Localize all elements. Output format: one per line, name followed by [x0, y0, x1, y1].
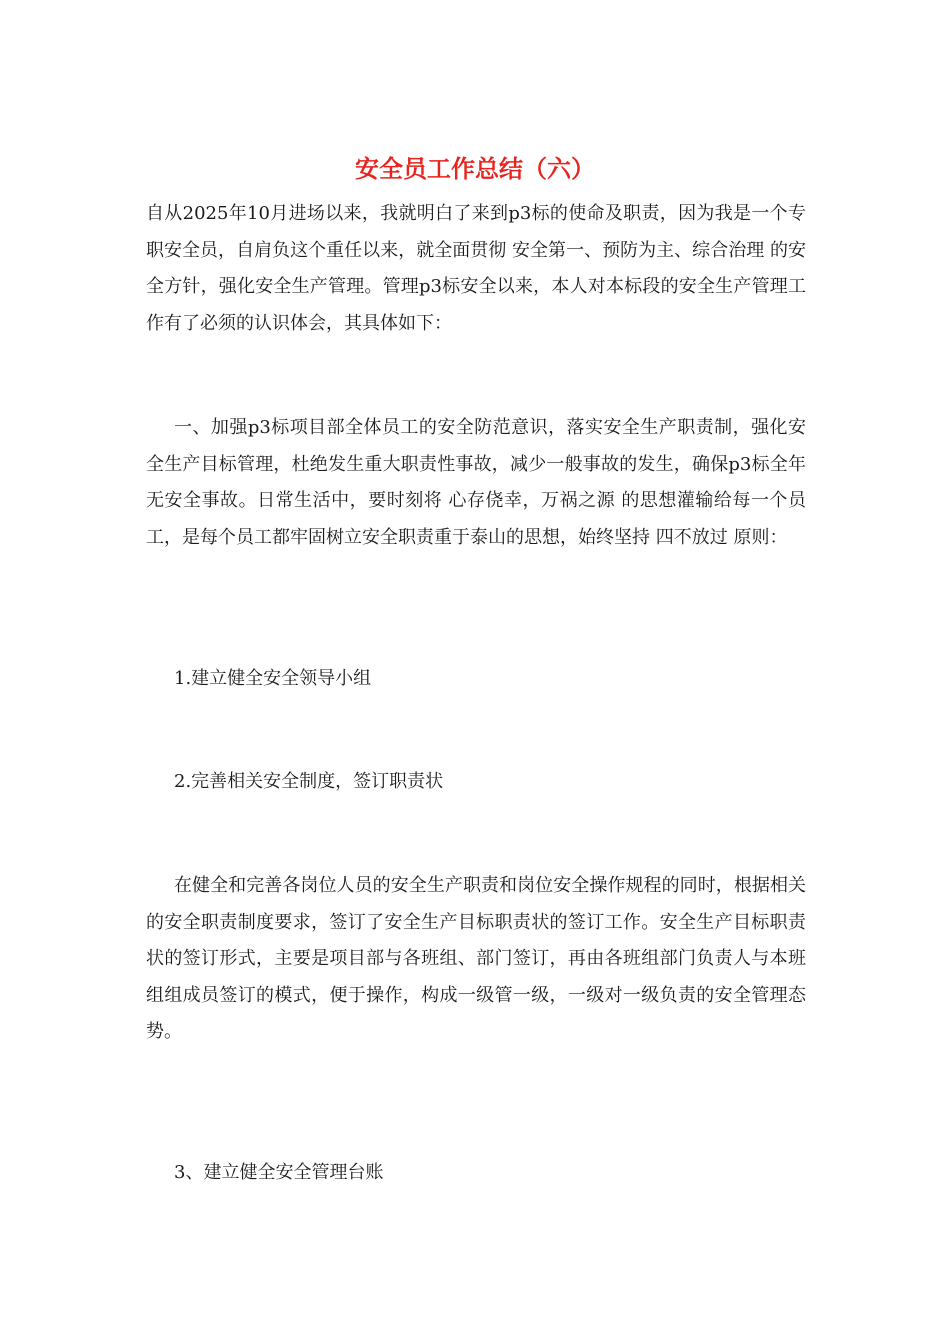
list-item-3: 3、建立健全安全管理台账	[174, 1162, 384, 1183]
document-title: 安全员工作总结（六）	[355, 155, 595, 183]
intro-paragraph: 自从2025年10月进场以来，我就明白了来到p3标的使命及职责，因为我是一个专职安全员，自肩负这个重任以来，就全面贯彻 安全第一、预防为主、综合治理 的安全方针，强化安全生产管理。管理p3标安全以来，本人对本标段的安全生产管理工作有了必须的认识体会，其具体如下：	[146, 203, 806, 334]
list-item-1: 1.建立健全安全领导小组	[174, 668, 372, 689]
responsibility-paragraph: 在健全和完善各岗位人员的安全生产职责和岗位安全操作规程的同时，根据相关的安全职责制度要求，签订了安全生产目标职责状的签订工作。安全生产目标职责状的签订形式，主要是项目部与各班组、部门签订，再由各班组部门负责人与本班组组成员签订的模式，便于操作，构成一级管一级，一级对一级负责的安全管理态势。	[146, 875, 806, 1042]
section-1-paragraph: 一、加强p3标项目部全体员工的安全防范意识，落实安全生产职责制，强化安全生产目标管理，杜绝发生重大职责性事故，减少一般事故的发生，确保p3标全年无安全事故。日常生活中，要时刻将 心存侥幸，万祸之源 的思想灌输给每一个员工，是每个员工都牢固树立安全职责重于泰山的思想，始终坚持 四不放过 原则：	[146, 417, 806, 548]
list-item-2: 2.完善相关安全制度，签订职责状	[174, 771, 444, 792]
